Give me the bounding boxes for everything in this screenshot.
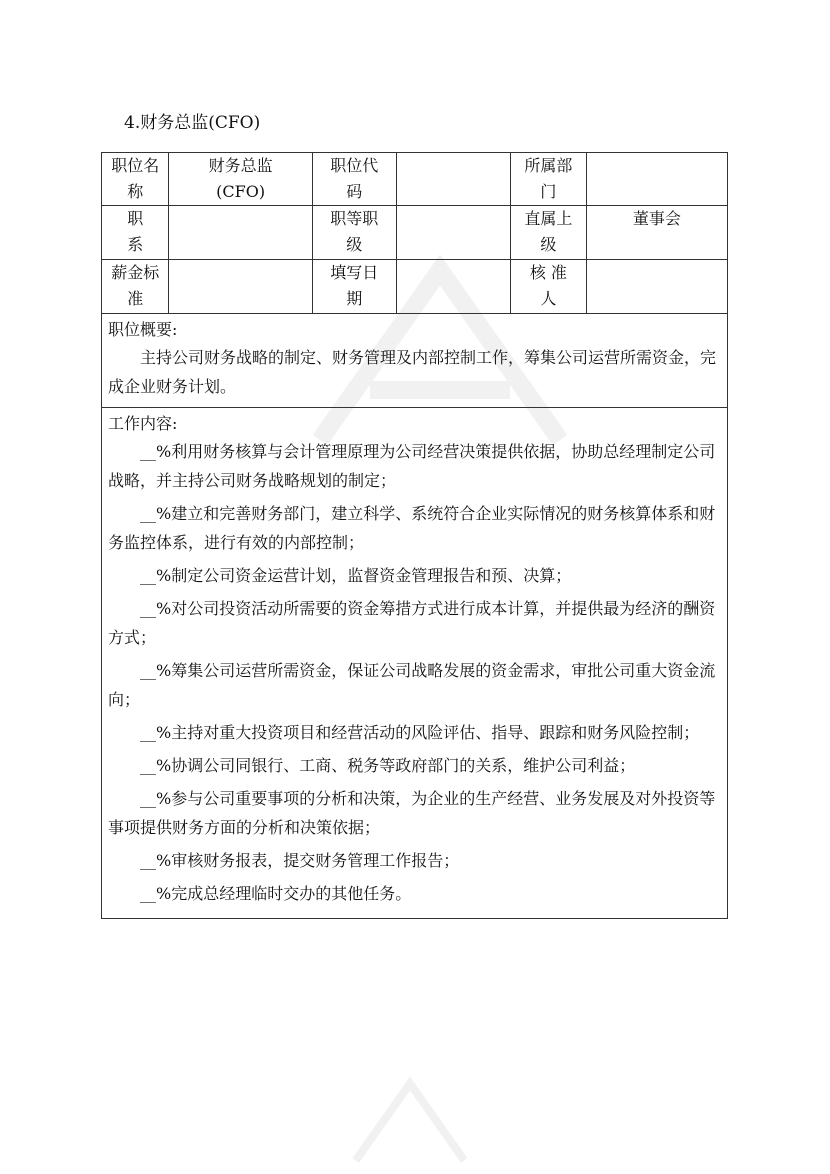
grade-level-value — [396, 206, 510, 260]
info-row-1 — [102, 153, 728, 206]
work-item: __%主持对重大投资项目和经营活动的风险评估、指导、跟踪和财务风险控制； — [140, 723, 700, 742]
section-heading: 4.财务总监(CFO) — [124, 113, 261, 133]
fill-date-label: 填写日 期 — [312, 260, 396, 314]
work-item: __%参与公司重要事项的分析和决策，为企业的生产经营、业务发展及对外投资等事项提供财务方面的分析和决策依据； — [108, 789, 716, 837]
job-family-value — [169, 206, 312, 260]
department-label: 所属部 门 — [510, 153, 586, 206]
job-description-table — [101, 152, 728, 919]
work-item: __%完成总经理临时交办的其他任务。 — [140, 884, 412, 903]
work-content-row — [102, 408, 728, 919]
work-content-title: 工作内容: — [108, 414, 178, 433]
approver-value — [586, 260, 727, 314]
position-name-value: 财务总监 (CFO) — [169, 153, 312, 206]
job-family-label: 职 系 — [102, 206, 169, 260]
work-item: __%利用财务核算与会计管理原理为公司经营决策提供依据，协助总经理制定公司战略，并主持公司财务战略规划的制定； — [108, 442, 716, 490]
work-item: __%协调公司同银行、工商、税务等政府部门的关系，维护公司利益； — [140, 756, 636, 775]
work-content-cell — [102, 408, 728, 919]
direct-superior-value: 董事会 — [586, 206, 727, 260]
approver-label: 核 准 人 — [510, 260, 586, 314]
work-item: __%筹集公司运营所需资金，保证公司战略发展的资金需求，审批公司重大资金流向； — [108, 661, 716, 709]
salary-standard-value — [169, 260, 312, 314]
position-code-label: 职位代 码 — [312, 153, 396, 206]
position-code-value — [396, 153, 510, 206]
summary-title: 职位概要: — [108, 320, 178, 339]
direct-superior-label: 直属上 级 — [510, 206, 586, 260]
info-row-3 — [102, 260, 728, 314]
fill-date-value — [396, 260, 510, 314]
position-name-label: 职位名 称 — [102, 153, 169, 206]
summary-text: 主持公司财务战略的制定、财务管理及内部控制工作，筹集公司运营所需资金，完成企业财务计划。 — [108, 348, 717, 396]
watermark-logo-bottom — [340, 1070, 480, 1174]
work-item: __%建立和完善财务部门，建立科学、系统符合企业实际情况的财务核算体系和财务监控体系，进行有效的内部控制； — [108, 504, 716, 552]
department-value — [586, 153, 727, 206]
salary-standard-label: 薪金标 准 — [102, 260, 169, 314]
work-item: __%制定公司资金运营计划，监督资金管理报告和预、决算； — [140, 566, 572, 585]
summary-row — [102, 314, 728, 408]
work-item: __%审核财务报表，提交财务管理工作报告； — [140, 851, 460, 870]
summary-cell — [102, 314, 728, 408]
work-item: __%对公司投资活动所需要的资金筹措方式进行成本计算，并提供最为经济的酬资方式； — [108, 599, 716, 647]
grade-level-label: 职等职 级 — [312, 206, 396, 260]
info-row-2 — [102, 206, 728, 260]
